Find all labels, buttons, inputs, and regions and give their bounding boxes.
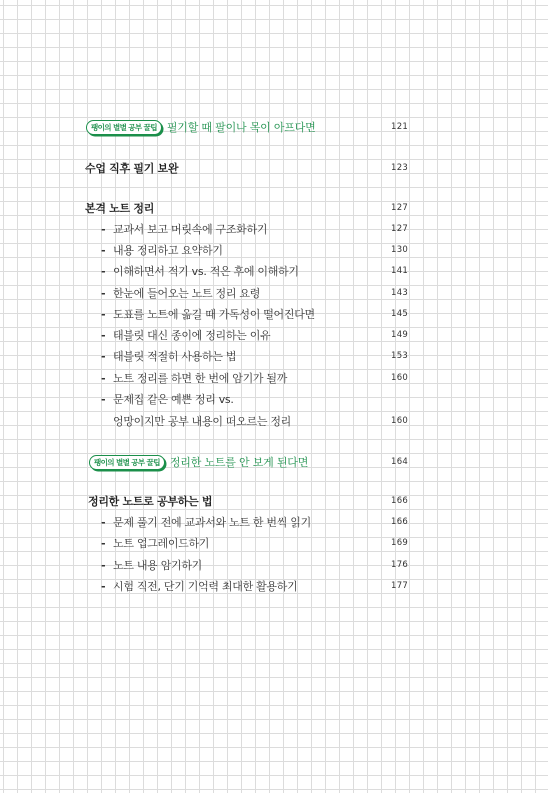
- page-number: 160: [391, 416, 409, 426]
- toc-section: [88, 491, 425, 511]
- page-number: 176: [391, 560, 409, 570]
- toc-item: [101, 325, 425, 345]
- page-number: 169: [391, 538, 409, 548]
- page-number: 153: [391, 351, 409, 361]
- toc-item: [101, 283, 425, 303]
- tip-badge: 팽이의 별별 공부 꿀팁: [86, 120, 162, 135]
- toc-item: [101, 346, 425, 366]
- dash-marker: -: [101, 222, 106, 236]
- section-title: 정리한 노트로 공부하는 법: [88, 495, 213, 508]
- dash-marker: -: [101, 392, 106, 406]
- dash-marker: -: [101, 558, 106, 572]
- item-text-continuation: 엉망이지만 공부 내용이 떠오르는 정리: [113, 415, 292, 428]
- page-number: 127: [391, 224, 409, 234]
- dash-marker: -: [101, 307, 106, 321]
- item-text: 시험 직전, 단기 기억력 최대한 활용하기: [113, 580, 298, 593]
- dash-marker: -: [101, 349, 106, 363]
- item-text: 내용 정리하고 요약하기: [113, 244, 223, 257]
- toc-item: [101, 512, 425, 532]
- dash-marker: -: [101, 286, 106, 300]
- toc-item: [101, 304, 425, 324]
- dash-marker: -: [101, 579, 106, 593]
- item-text: 문제 풀기 전에 교과서와 노트 한 번씩 읽기: [113, 516, 311, 529]
- dash-marker: -: [101, 371, 106, 385]
- dash-marker: -: [101, 515, 106, 529]
- section-title: 수업 직후 필기 보완: [85, 162, 179, 175]
- toc-item: [101, 240, 425, 260]
- item-text: 이해하면서 적기 vs. 적은 후에 이해하기: [113, 265, 299, 278]
- item-text: 노트 정리를 하면 한 번에 암기가 될까: [113, 372, 288, 385]
- item-text: 한눈에 들어오는 노트 정리 요령: [113, 287, 261, 300]
- item-text: 도표를 노트에 옮길 때 가독성이 떨어진다면: [113, 308, 315, 321]
- page-number: 141: [391, 266, 409, 276]
- dash-marker: -: [101, 243, 106, 257]
- page-number: 177: [391, 581, 409, 591]
- page-number: 127: [391, 203, 409, 213]
- item-text: 문제집 같은 예쁜 정리 vs.: [113, 393, 234, 406]
- toc-item: [101, 533, 425, 553]
- page-number: 143: [391, 288, 409, 298]
- dash-marker: -: [101, 328, 106, 342]
- toc-item-continuation: [113, 411, 425, 431]
- page-number: 149: [391, 330, 409, 340]
- page-number: 130: [391, 245, 409, 255]
- dash-marker: -: [101, 264, 106, 278]
- toc-item: [101, 389, 425, 409]
- tip-title: 필기할 때 팔이나 목이 아프다면: [166, 121, 316, 134]
- item-text: 노트 업그레이드하기: [113, 537, 210, 550]
- item-text: 태블릿 적절히 사용하는 법: [113, 350, 237, 363]
- item-text: 노트 내용 암기하기: [113, 559, 203, 572]
- item-text: 태블릿 대신 종이에 정리하는 이유: [113, 329, 271, 342]
- page-number: 166: [391, 517, 409, 527]
- page-number: 145: [391, 309, 409, 319]
- page-number: 121: [391, 122, 409, 132]
- toc-item: [101, 219, 425, 239]
- tip-badge: 팽이의 별별 공부 꿀팁: [89, 455, 165, 470]
- toc-section: [85, 158, 425, 178]
- toc-item: [101, 261, 425, 281]
- toc-tip-entry: [86, 117, 426, 137]
- toc-tip-entry: [89, 452, 426, 472]
- dash-marker: -: [101, 536, 106, 550]
- toc-item: [101, 576, 425, 596]
- page-number: 123: [391, 163, 409, 173]
- toc-item: [101, 555, 425, 575]
- tip-title: 정리한 노트를 안 보게 된다면: [169, 456, 309, 469]
- page-number: 166: [391, 496, 409, 506]
- page-number: 160: [391, 373, 409, 383]
- item-text: 교과서 보고 머릿속에 구조화하기: [113, 223, 268, 236]
- toc-section: [85, 198, 425, 218]
- page-number: 164: [391, 457, 409, 467]
- toc-item: [101, 368, 425, 388]
- section-title: 본격 노트 정리: [85, 202, 155, 215]
